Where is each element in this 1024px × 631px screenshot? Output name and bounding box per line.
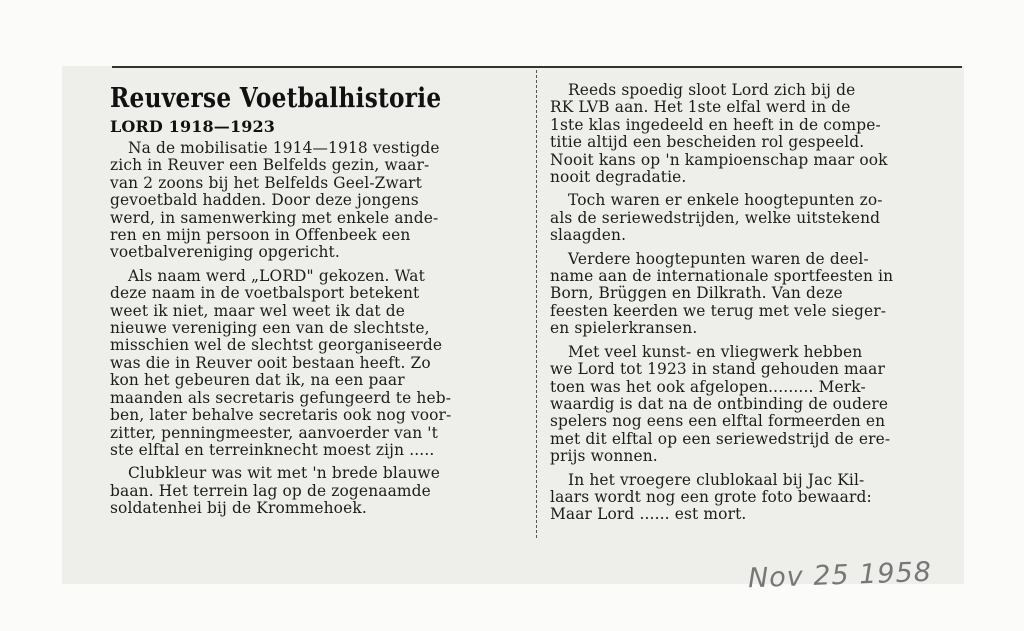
text-line: deze naam in de voetbalsport betekent bbox=[110, 284, 420, 303]
text-line: misschien wel de slechtst georganiseerde bbox=[110, 336, 443, 355]
text-line: als de seriewedstrijden, welke uitstekend bbox=[550, 208, 881, 227]
paragraph bbox=[110, 465, 522, 517]
text-line: RK LVB aan. Het 1ste elfal werd in de bbox=[550, 98, 851, 117]
text-line: prijs wonnen. bbox=[550, 447, 658, 466]
text-line: Reeds spoedig sloot Lord zich bij de bbox=[568, 81, 856, 99]
text-line: nooit degradatie. bbox=[550, 168, 687, 187]
text-line: zich in Reuver een Belfelds gezin, waar- bbox=[110, 156, 430, 175]
text-line: werd, in samenwerking met enkele ande- bbox=[110, 208, 439, 227]
text-line: weet ik niet, maar wel weet ik dat de bbox=[110, 301, 406, 320]
text-line: nieuwe vereniging een van de slechtste, bbox=[110, 319, 430, 338]
text-line: ren en mijn persoon in Offenbeek een bbox=[110, 226, 411, 245]
text-line: ste elftal en terreinknecht moest zijn ..... bbox=[110, 440, 435, 459]
text-line: gevoetbald hadden. Door deze jongens bbox=[110, 191, 419, 210]
article-headline: Reuverse Voetbalhistorie bbox=[110, 83, 442, 114]
text-line: Nooit kans op 'n kampioenschap maar ook bbox=[550, 150, 888, 169]
text-line: soldatenhei bij de Krommehoek. bbox=[110, 499, 367, 518]
paragraph bbox=[110, 140, 522, 262]
text-line: laars wordt nog een grote foto bewaard: bbox=[550, 487, 872, 506]
text-line: waardig is dat na de ontbinding de oudere bbox=[550, 394, 889, 413]
top-rule bbox=[112, 66, 962, 68]
text-line: In het vroegere clublokaal bij Jac Kil- bbox=[568, 470, 865, 489]
column-divider bbox=[536, 70, 538, 538]
paragraph bbox=[550, 192, 954, 244]
text-line: Na de mobilisatie 1914—1918 vestigde bbox=[128, 139, 440, 157]
text-line: baan. Het terrein lag op de zogenaamde bbox=[110, 481, 431, 500]
text-line: ben, later behalve secretaris ook nog voor- bbox=[110, 406, 452, 425]
text-line: voetbalvereniging opgericht. bbox=[110, 243, 340, 262]
right-column bbox=[550, 82, 954, 530]
text-line: toen was het ook afgelopen......... Merk- bbox=[550, 377, 866, 396]
text-line: zitter, penningmeester, aanvoerder van 't bbox=[110, 423, 439, 442]
text-line: was die in Reuver ooit bestaan heeft. Zo bbox=[110, 353, 431, 372]
text-line: we Lord tot 1923 in stand gehouden maar bbox=[550, 360, 885, 379]
right-paragraphs bbox=[550, 82, 954, 524]
text-line: van 2 zoons bij het Belfelds Geel-Zwart bbox=[110, 173, 423, 192]
text-line: Als naam werd „LORD" gekozen. Wat bbox=[128, 266, 425, 285]
handwritten-date: Nov 25 1958 bbox=[747, 556, 933, 595]
text-line: 1ste klas ingedeeld en heeft in de compe- bbox=[550, 115, 881, 134]
text-line: en spielerkransen. bbox=[550, 319, 698, 338]
text-line: slaagden. bbox=[550, 226, 627, 245]
paragraph bbox=[550, 344, 954, 466]
text-line: Verdere hoogtepunten waren de deel- bbox=[568, 249, 869, 268]
text-line: Maar Lord ...... est mort. bbox=[550, 505, 747, 524]
text-line: feesten keerden we terug met vele sieger- bbox=[550, 301, 887, 320]
text-line: met dit elftal op een seriewedstrijd de ere- bbox=[550, 429, 891, 448]
paragraph bbox=[550, 472, 954, 524]
paragraph bbox=[110, 268, 522, 459]
article-subheading: LORD 1918—1923 bbox=[110, 117, 276, 136]
text-line: Clubkleur was wit met 'n brede blauwe bbox=[128, 464, 440, 483]
paragraph bbox=[550, 82, 954, 186]
text-line: Born, Brüggen en Dilkrath. Van deze bbox=[550, 284, 843, 303]
left-column bbox=[110, 82, 522, 524]
text-line: titie altijd een bescheiden rol gespeeld. bbox=[550, 133, 865, 152]
text-line: kon het gebeuren dat ik, na een paar bbox=[110, 371, 405, 390]
text-line: spelers nog eens een elftal formeerden en bbox=[550, 412, 886, 431]
text-line: maanden als secretaris gefungeerd te heb- bbox=[110, 388, 452, 407]
text-line: Met veel kunst- en vliegwerk hebben bbox=[568, 342, 863, 361]
text-line: name aan de internationale sportfeesten in bbox=[550, 267, 894, 286]
paragraph bbox=[550, 251, 954, 338]
left-paragraphs bbox=[110, 140, 522, 518]
text-line: Toch waren er enkele hoogtepunten zo- bbox=[568, 191, 883, 210]
